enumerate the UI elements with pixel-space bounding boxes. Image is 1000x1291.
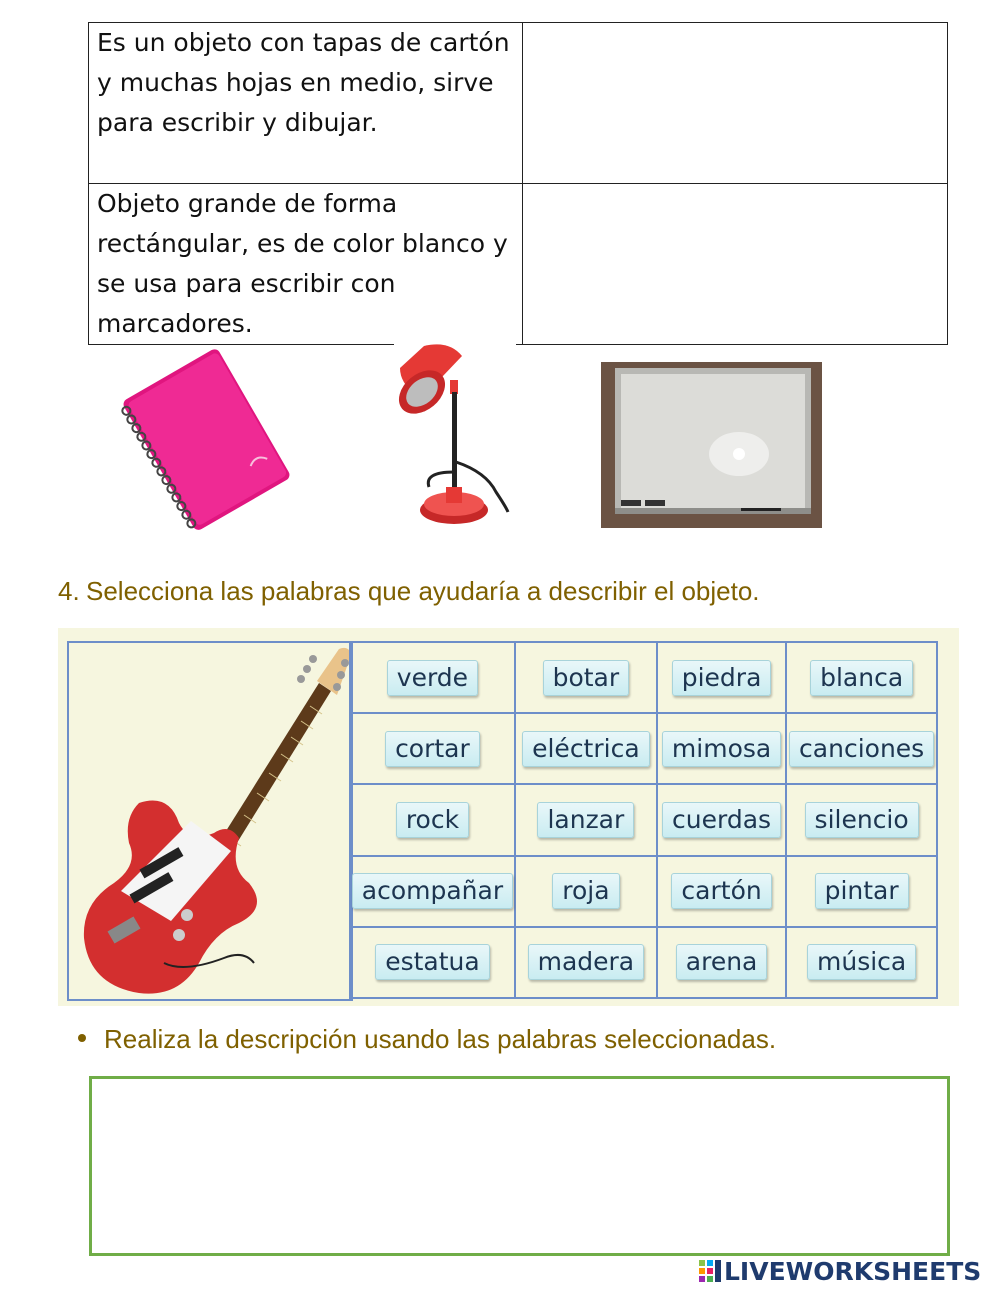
liveworksheets-logo — [699, 1256, 981, 1286]
word-selection-panel — [58, 628, 959, 1006]
word-cell — [786, 856, 937, 927]
word-cell — [350, 642, 515, 713]
desk-lamp-image[interactable] — [394, 342, 516, 530]
notebook-image[interactable] — [110, 345, 300, 530]
word-chip[interactable]: blanca — [810, 660, 913, 696]
word-chip[interactable]: cuerdas — [662, 802, 781, 838]
answer-cell[interactable] — [523, 23, 948, 184]
word-cell — [350, 713, 515, 784]
word-chip[interactable]: acompañar — [352, 873, 513, 909]
word-chip[interactable]: mimosa — [662, 731, 781, 767]
instruction-text: Realiza la descripción usando las palabras seleccionadas. — [104, 1024, 777, 1054]
whiteboard-image[interactable] — [601, 362, 822, 528]
word-chip[interactable]: verde — [387, 660, 478, 696]
word-cell — [350, 856, 515, 927]
word-cell — [515, 642, 657, 713]
description-cell: Es un objeto con tapas de cartón y muchas hojas en medio, sirve para escribir y dibujar. — [89, 23, 523, 184]
word-cell — [515, 927, 657, 998]
word-chip[interactable]: piedra — [672, 660, 772, 696]
word-chip[interactable]: eléctrica — [522, 731, 650, 767]
table-row — [350, 856, 937, 927]
word-chip[interactable]: estatua — [375, 944, 490, 980]
bullet-icon — [78, 1034, 86, 1042]
word-chip[interactable]: arena — [676, 944, 768, 980]
word-cell — [786, 927, 937, 998]
word-chip[interactable]: roja — [552, 873, 619, 909]
word-cell — [515, 856, 657, 927]
word-chip[interactable]: botar — [543, 660, 630, 696]
question-number: 4. — [58, 576, 80, 606]
word-chip[interactable]: silencio — [805, 802, 919, 838]
word-chip[interactable]: pintar — [815, 873, 909, 909]
word-cell — [786, 784, 937, 855]
description-answer-box[interactable] — [89, 1076, 950, 1256]
guitar-picture-box — [67, 641, 353, 1001]
word-cell — [657, 784, 786, 855]
table-row — [89, 23, 948, 184]
word-cell — [786, 642, 937, 713]
instruction-line — [78, 1024, 776, 1055]
word-chip[interactable]: cortar — [385, 731, 480, 767]
table-row — [89, 184, 948, 345]
word-cell — [657, 856, 786, 927]
electric-guitar-image — [69, 643, 351, 999]
word-cell — [515, 713, 657, 784]
liveworksheets-icon — [699, 1260, 721, 1282]
matching-table — [88, 22, 948, 345]
word-cell — [657, 713, 786, 784]
word-cell — [350, 784, 515, 855]
word-chip[interactable]: música — [807, 944, 916, 980]
table-row — [350, 713, 937, 784]
table-row — [350, 642, 937, 713]
answer-cell[interactable] — [523, 184, 948, 345]
question-text: Selecciona las palabras que ayudaría a describir el objeto. — [86, 576, 760, 606]
word-chip[interactable]: canciones — [789, 731, 934, 767]
word-grid — [349, 641, 938, 999]
brand-text: LIVEWORKSHEETS — [724, 1256, 982, 1286]
table-row — [350, 927, 937, 998]
question-4 — [58, 576, 760, 607]
description-cell: Objeto grande de forma rectángular, es de color blanco y se usa para escribir con marcadores. — [89, 184, 523, 345]
word-cell — [657, 642, 786, 713]
word-cell — [350, 927, 515, 998]
table-row — [350, 784, 937, 855]
word-chip[interactable]: cartón — [671, 873, 771, 909]
word-chip[interactable]: madera — [528, 944, 645, 980]
word-cell — [657, 927, 786, 998]
word-chip[interactable]: rock — [396, 802, 469, 838]
word-cell — [515, 784, 657, 855]
word-cell — [786, 713, 937, 784]
word-chip[interactable]: lanzar — [537, 802, 634, 838]
